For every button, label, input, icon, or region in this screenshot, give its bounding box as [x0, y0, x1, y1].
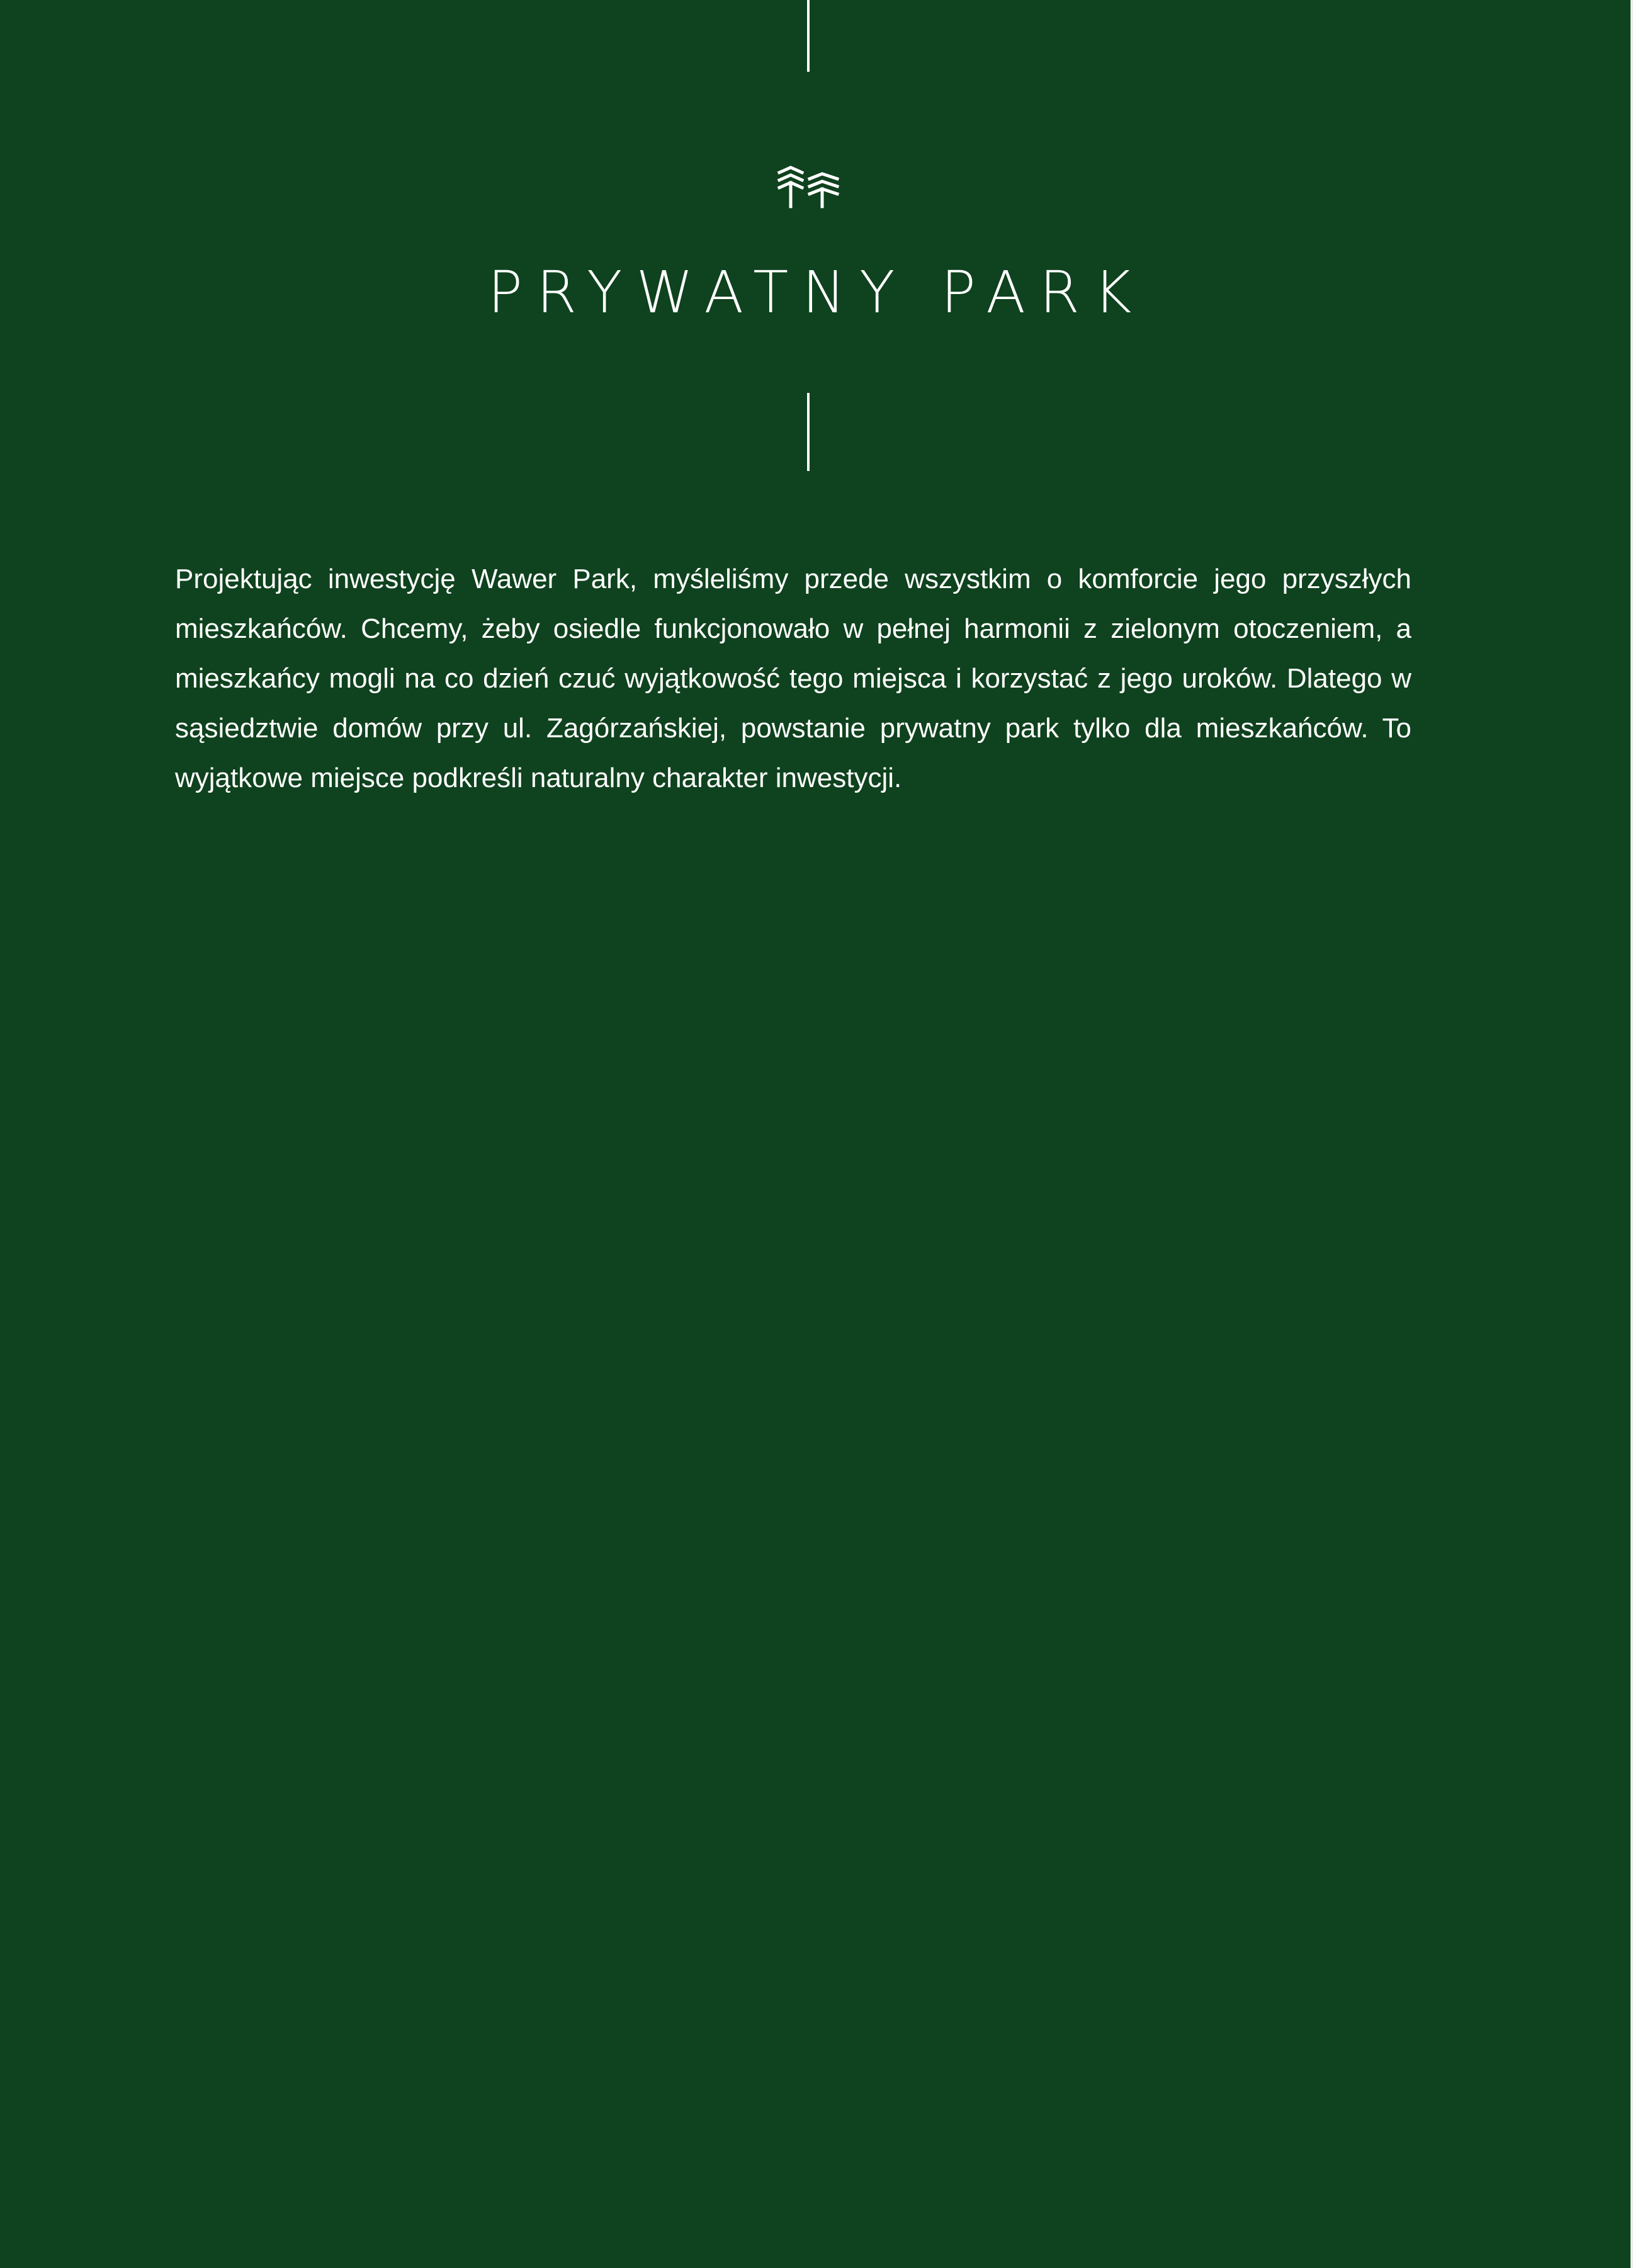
page-edge [1630, 0, 1633, 2268]
page-title: PRYWATNY PARK [487, 259, 1146, 326]
wawer-park-logo-icon [777, 165, 840, 209]
top-divider-line [807, 0, 810, 72]
body-paragraph: Projektując inwestycję Wawer Park, myśleliśmy przede wszystkim o komforcie jego przyszłych mieszkańców. Chcemy, żeby osiedle funkcjonowało w pełnej harmonii z zielonym otoczeniem, a mieszkańcy mogli na co dzień czuć wyjątkowość tego miejsca i korzystać z jego uroków. Dlatego w sąsiedztwie domów przy ul. Zagórzańskiej, powstanie prywatny park tylko dla mieszkańców. To wyjątkowe miejsce podkreśli naturalny charakter inwestycji. [175, 564, 1411, 793]
title-divider-line [807, 393, 810, 471]
